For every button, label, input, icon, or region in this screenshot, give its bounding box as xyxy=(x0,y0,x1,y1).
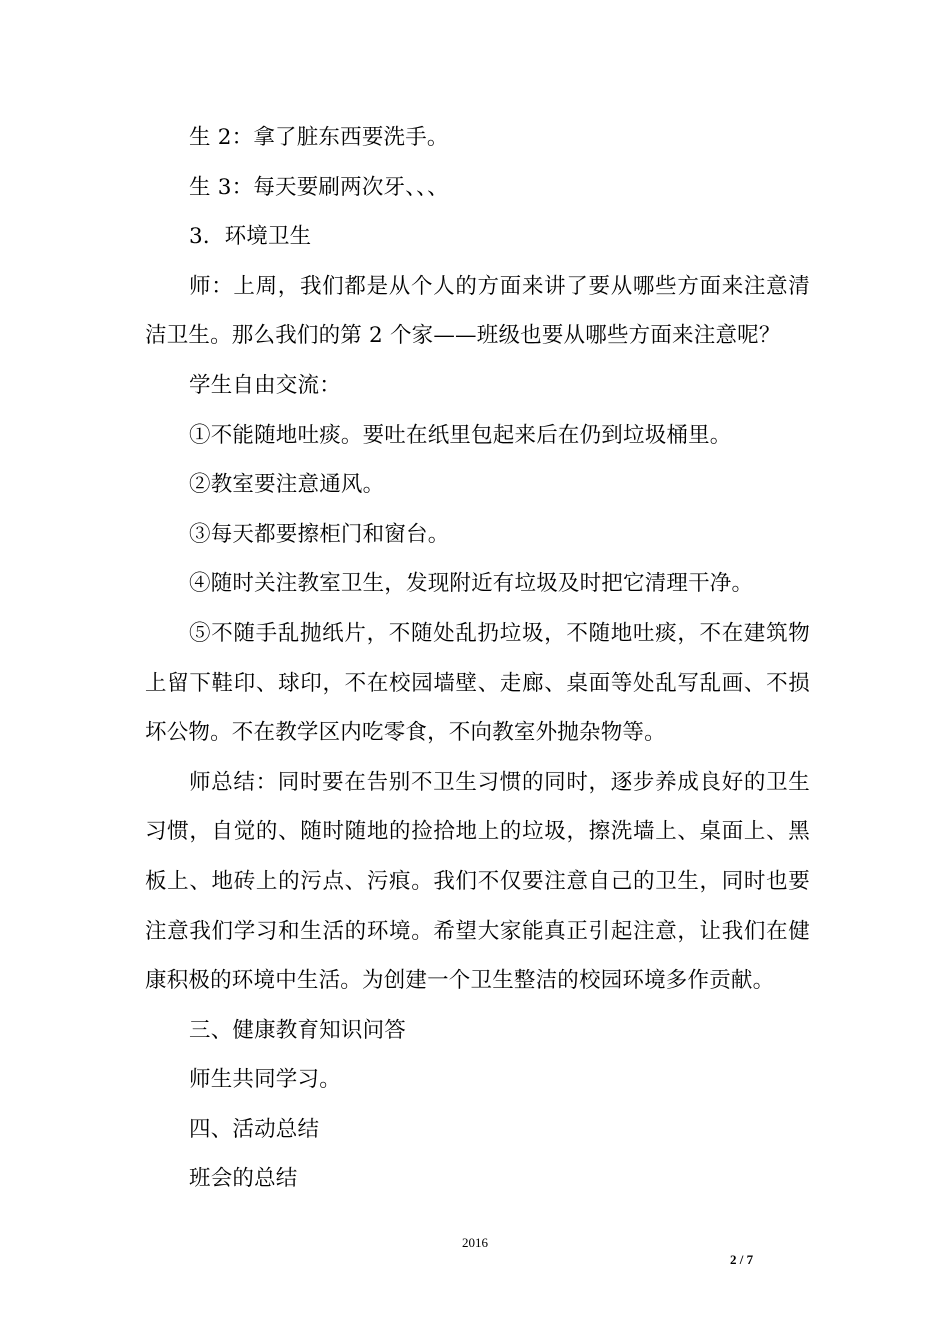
paragraph: 生 2：拿了脏东西要洗手。 xyxy=(189,125,449,150)
paragraph: 师总结：同时要在告别不卫生习惯的同时，逐步养成良好的卫生习惯，自觉的、随时随地的捡拾地上的垃圾，擦洗墙上、桌面上、黑板上、地砖上的污点、污痕。我们不仅要注意自己的卫生，同时也要注意我们学习和生活的环境。希望大家能真正引起注意，让我们在健康积极的环境中生活。为创建一个卫生整洁的校园环境多作贡献。 xyxy=(145,769,810,994)
paragraph: 生 3：每天要刷两次牙、、、 xyxy=(189,174,449,200)
document-body xyxy=(145,113,810,1204)
footer-text: 2016 xyxy=(462,1235,488,1250)
list-item: ⑤不随手乱抛纸片，不随处乱扔垃圾，不随地吐痰，不在建筑物上留下鞋印、球印，不在校园墙壁、走廊、桌面等处乱写乱画、不损坏公物。不在教学区内吃零食，不向教室外抛杂物等。 xyxy=(145,620,810,746)
paragraph: 班会的总结 xyxy=(189,1166,298,1192)
section-heading: 四、活动总结 xyxy=(189,1116,320,1142)
list-item: ①不能随地吐痰。要吐在纸里包起来后在仍到垃圾桶里。 xyxy=(189,422,732,448)
section-heading: 三、健康教育知识问答 xyxy=(189,1017,407,1043)
paragraph: 学生自由交流： xyxy=(189,372,341,398)
page-number: 2 / 7 xyxy=(730,1252,754,1267)
paragraph: 师：上周，我们都是从个人的方面来讲了要从哪些方面来注意清洁卫生。那么我们的第 2 个家——班级也要从哪些方面来注意呢？ xyxy=(145,273,810,349)
paragraph: 师生共同学习。 xyxy=(189,1067,341,1093)
list-item: ④随时关注教室卫生，发现附近有垃圾及时把它清理干净。 xyxy=(189,571,754,597)
list-item: ③每天都要擦柜门和窗台。 xyxy=(189,521,450,547)
list-item: ②教室要注意通风。 xyxy=(189,472,385,498)
section-heading: 3．环境卫生 xyxy=(189,224,312,250)
